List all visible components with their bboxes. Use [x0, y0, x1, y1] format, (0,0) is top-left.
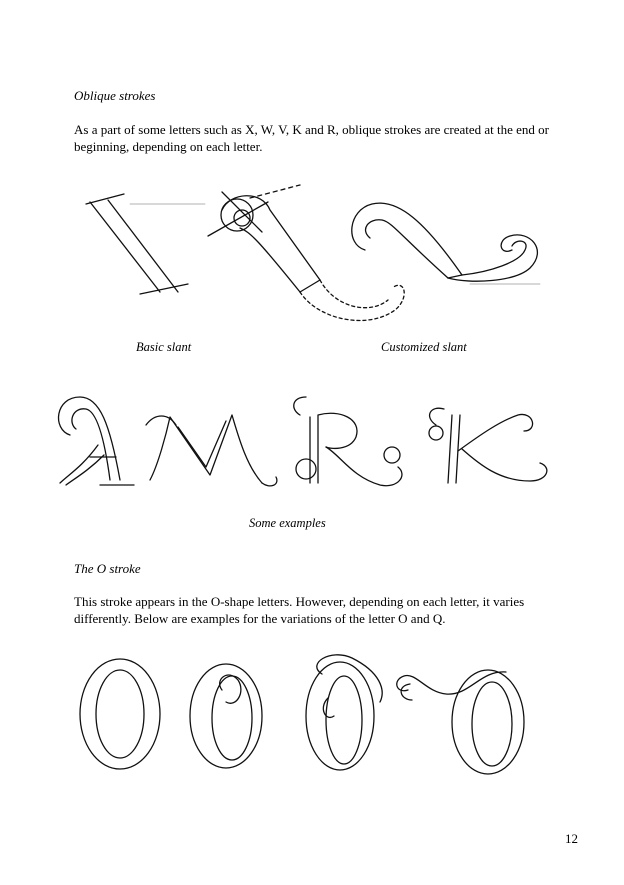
section-text-oblique: As a part of some letters such as X, W, V, K and R, oblique strokes are created at the end or beginning, depending on each letter. — [74, 122, 549, 154]
page-number: 12 — [565, 831, 578, 846]
oblique-strokes-figure — [0, 180, 624, 340]
caption-some-examples: Some examples — [249, 516, 326, 530]
section-text-o-stroke: This stroke appears in the O-shape letters. However, depending on each letter, it varies differently. Below are examples for the variations of the letter O and Q. — [74, 594, 525, 626]
caption-basic-slant: Basic slant — [136, 340, 192, 354]
o-variations-figure — [0, 650, 624, 780]
caption-customized-slant: Customized slant — [381, 340, 467, 354]
example-letters-figure — [0, 385, 624, 505]
section-heading-o-stroke: The O stroke — [74, 561, 141, 576]
section-heading-oblique: Oblique strokes — [74, 88, 156, 103]
